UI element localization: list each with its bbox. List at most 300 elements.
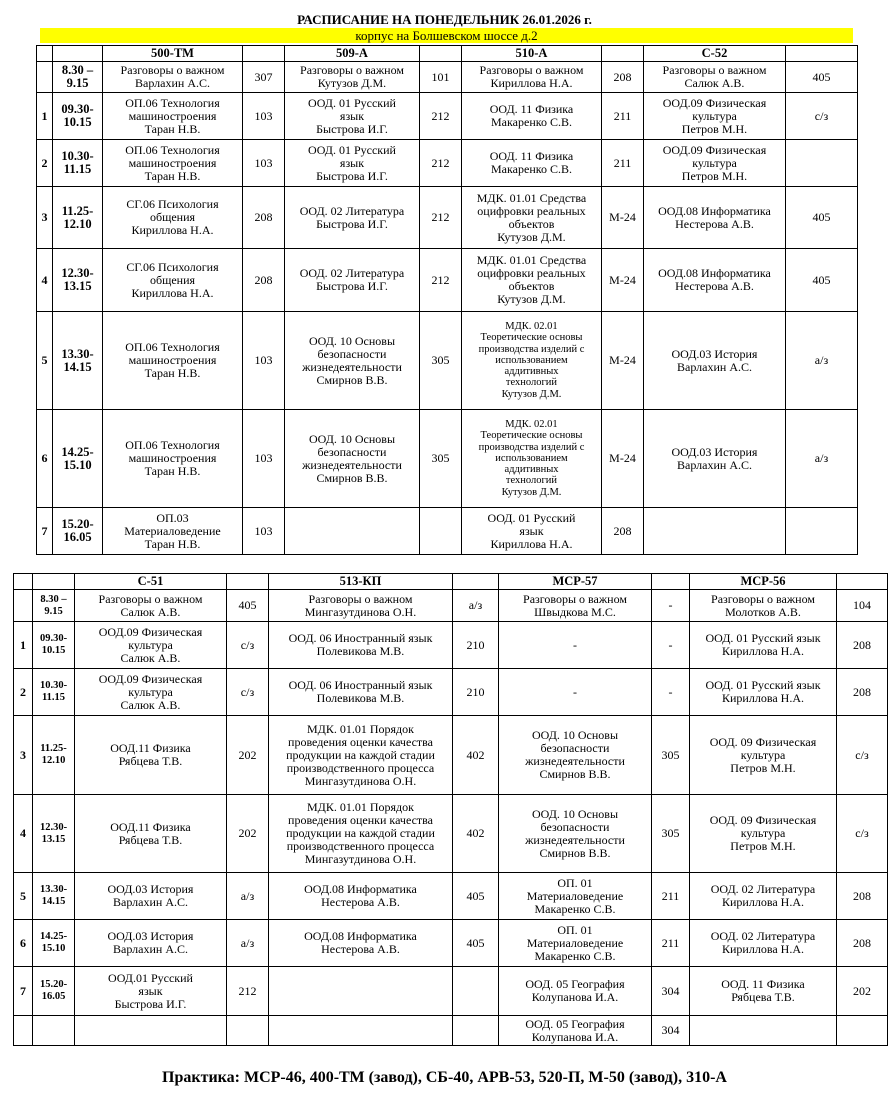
subject-line: Варлахин А.С. bbox=[677, 359, 752, 374]
subject-line: производственного процесса bbox=[286, 839, 435, 853]
subject-line: ООД. 05 География bbox=[525, 977, 625, 991]
subject-line: язык bbox=[339, 108, 365, 123]
subject-line: жизнедеятельности bbox=[525, 754, 625, 768]
subject-line: ООД.03 История bbox=[671, 444, 758, 459]
room-cell: 104 bbox=[837, 590, 888, 622]
subject-line: Колупанова И.А. bbox=[531, 1029, 619, 1044]
subject-line: язык bbox=[339, 155, 365, 170]
room-cell: М-24 bbox=[602, 410, 644, 508]
subject-cell bbox=[690, 669, 837, 716]
subject-cell bbox=[269, 669, 453, 716]
room-cell: 208 bbox=[243, 187, 285, 249]
room-cell bbox=[786, 140, 858, 187]
lesson-time bbox=[33, 669, 75, 716]
room-cell: 304 bbox=[652, 1016, 690, 1046]
subject-line: использованием bbox=[495, 354, 568, 366]
subject-line: культура bbox=[128, 684, 173, 699]
room-cell: 103 bbox=[243, 410, 285, 508]
room-cell: а/з bbox=[227, 920, 269, 967]
lesson-number bbox=[14, 590, 33, 622]
schedule-table-1 bbox=[36, 45, 858, 555]
subject-line: Рябцева Т.В. bbox=[118, 832, 183, 847]
time-line: 12.10 bbox=[41, 755, 66, 766]
time-line: 13.15 bbox=[63, 279, 92, 293]
subject-line: Кириллова Н.А. bbox=[490, 536, 573, 551]
room-cell: с/з bbox=[786, 93, 858, 140]
room-cell: 405 bbox=[453, 920, 499, 967]
subject-line: язык bbox=[519, 523, 544, 538]
subject-line: ООД. 01 Русский bbox=[308, 95, 396, 110]
subject-line: машиностроения bbox=[128, 155, 217, 170]
lesson-number: 1 bbox=[14, 622, 33, 669]
subject-line: МДК. 01.01 Средства bbox=[476, 190, 587, 205]
subject-line: Таран Н.В. bbox=[144, 536, 201, 551]
subject-line: ООД. 01 Русский язык bbox=[705, 678, 821, 692]
time-line: 12.30- bbox=[61, 266, 94, 280]
subject-cell bbox=[75, 920, 227, 967]
subject-line: СГ.06 Психология bbox=[126, 259, 219, 274]
header-blank bbox=[37, 46, 53, 62]
building-banner: корпус на Болшевском шоссе д.2 bbox=[40, 28, 853, 43]
subject-cell bbox=[269, 920, 453, 967]
subject-line: Варлахин А.С. bbox=[113, 895, 188, 909]
subject-line: Таран Н.В. bbox=[144, 464, 201, 478]
room-cell: 405 bbox=[453, 873, 499, 920]
subject-cell bbox=[499, 795, 652, 873]
time-line: 10.15 bbox=[63, 115, 92, 129]
subject-cell bbox=[285, 187, 420, 249]
lesson-row bbox=[37, 140, 858, 187]
subject-line: Разговоры о важном bbox=[98, 591, 203, 606]
lesson-row bbox=[37, 249, 858, 312]
subject-line: ООД. 11 Физика bbox=[721, 977, 805, 991]
room-cell: 304 bbox=[652, 967, 690, 1016]
lesson-row bbox=[14, 920, 888, 967]
subject-cell bbox=[690, 590, 837, 622]
subject-line: ООД.03 История bbox=[107, 929, 194, 943]
room-cell: 405 bbox=[227, 590, 269, 622]
lesson-row bbox=[37, 187, 858, 249]
page-title: РАСПИСАНИЕ НА ПОНЕДЕЛЬНИК 26.01.2026 г. bbox=[297, 12, 592, 27]
room-cell bbox=[227, 1016, 269, 1046]
subject-cell bbox=[462, 187, 602, 249]
subject-cell bbox=[75, 669, 227, 716]
subject-line: Петров М.Н. bbox=[681, 121, 748, 136]
lesson-row bbox=[37, 410, 858, 508]
room-cell: 212 bbox=[420, 93, 462, 140]
lesson-number: 2 bbox=[37, 140, 53, 187]
lesson-number: 4 bbox=[14, 795, 33, 873]
lesson-time bbox=[53, 410, 103, 508]
subject-line: Смирнов В.В. bbox=[316, 470, 388, 485]
subject-cell bbox=[285, 410, 420, 508]
lesson-time bbox=[33, 590, 75, 622]
subject-line: Кириллова Н.А. bbox=[722, 644, 804, 658]
subject-line: Нестерова А.В. bbox=[675, 279, 754, 293]
subject-cell bbox=[644, 312, 786, 410]
subject-line: жизнедеятельности bbox=[302, 359, 402, 374]
subject-line: Салюк А.В. bbox=[120, 697, 181, 712]
subject-line: использованием bbox=[495, 452, 568, 464]
subject-line: общения bbox=[149, 272, 196, 287]
room-cell: 211 bbox=[602, 93, 644, 140]
subject-line: Быстрова И.Г. bbox=[316, 216, 388, 231]
subject-line: Разговоры о важном bbox=[523, 591, 627, 606]
subject-cell bbox=[462, 140, 602, 187]
lesson-time bbox=[33, 873, 75, 920]
lesson-time bbox=[53, 508, 103, 555]
room-cell: - bbox=[652, 669, 690, 716]
subject-cell bbox=[690, 967, 837, 1016]
subject-line: МДК. 01.01 Порядок bbox=[307, 800, 414, 814]
time-line: 9.15 bbox=[66, 76, 89, 90]
time-line: 14.25- bbox=[39, 931, 68, 942]
lesson-row bbox=[14, 590, 888, 622]
subject-line: Кутузов Д.М. bbox=[497, 292, 566, 306]
subject-line: МДК. 01.01 Порядок bbox=[307, 721, 414, 736]
subject-cell bbox=[690, 1016, 837, 1046]
time-line: 11.15 bbox=[41, 692, 66, 703]
lesson-row bbox=[14, 622, 888, 669]
lesson-time bbox=[33, 716, 75, 795]
subject-cell bbox=[285, 312, 420, 410]
time-line: 16.05 bbox=[41, 991, 66, 1002]
subject-cell bbox=[690, 920, 837, 967]
subject-cell bbox=[499, 1016, 652, 1046]
subject-cell bbox=[644, 93, 786, 140]
subject-line: культура bbox=[692, 108, 737, 123]
subject-line: Быстрова И.Г. bbox=[316, 168, 388, 183]
subject-cell bbox=[644, 62, 786, 93]
group-header: МСР-57 bbox=[499, 574, 652, 590]
room-cell: 402 bbox=[453, 795, 499, 873]
subject-line: ООД.11 Физика bbox=[110, 741, 191, 755]
subject-cell bbox=[103, 410, 243, 508]
time-line: 14.15 bbox=[41, 896, 66, 907]
subject-line: Полевикова М.В. bbox=[316, 691, 405, 705]
practice-footer: Практика: МСР-46, 400-ТМ (завод), СБ-40, АРВ-53, 520-П, М-50 (завод), 310-А bbox=[162, 1069, 727, 1086]
subject-line: ООД.03 История bbox=[671, 346, 758, 361]
subject-line: безопасности bbox=[317, 444, 387, 459]
subject-line: Кириллова Н.А. bbox=[131, 285, 214, 300]
subject-line: ОП.06 Технология bbox=[125, 142, 220, 157]
subject-line: Материаловедение bbox=[526, 935, 624, 950]
subject-line: Петров М.Н. bbox=[730, 760, 796, 775]
subject-line: объектов bbox=[508, 216, 555, 231]
header-blank bbox=[33, 574, 75, 590]
room-cell: 208 bbox=[602, 508, 644, 555]
lesson-time bbox=[33, 622, 75, 669]
lesson-row bbox=[14, 669, 888, 716]
subject-cell bbox=[690, 873, 837, 920]
subject-line: МДК. 01.01 Средства bbox=[476, 253, 587, 267]
lesson-row bbox=[37, 508, 858, 555]
room-cell: 307 bbox=[243, 62, 285, 93]
room-cell bbox=[453, 967, 499, 1016]
subject-line: Салюк А.В. bbox=[120, 650, 181, 665]
subject-line: культура bbox=[128, 637, 173, 652]
subject-line: Разговоры о важном bbox=[120, 63, 225, 77]
subject-cell bbox=[499, 967, 652, 1016]
subject-line: Молотков А.В. bbox=[725, 604, 801, 619]
subject-line: Теоретические основы bbox=[480, 430, 583, 442]
subject-line: ОП. 01 bbox=[557, 875, 593, 890]
subject-line: производства изделий с bbox=[478, 441, 585, 453]
subject-line: ООД. 05 География bbox=[525, 1016, 625, 1031]
room-cell: 305 bbox=[420, 410, 462, 508]
time-line: 10.30- bbox=[61, 149, 94, 163]
subject-cell bbox=[75, 967, 227, 1016]
subject-cell bbox=[103, 249, 243, 312]
subject-cell bbox=[285, 62, 420, 93]
subject-line: ОП.06 Технология bbox=[125, 340, 220, 354]
lesson-time bbox=[53, 187, 103, 249]
subject-cell bbox=[75, 590, 227, 622]
subject-line: безопасности bbox=[317, 346, 387, 361]
subject-line: ООД.11 Физика bbox=[110, 819, 191, 834]
subject-cell bbox=[103, 187, 243, 249]
lesson-time bbox=[33, 920, 75, 967]
time-line: 11.25- bbox=[40, 743, 67, 754]
room-cell: 202 bbox=[227, 795, 269, 873]
lesson-row bbox=[37, 93, 858, 140]
subject-line: Кириллова Н.А. bbox=[722, 895, 804, 909]
group-header: 500-ТМ bbox=[103, 46, 243, 62]
room-cell: 402 bbox=[453, 716, 499, 795]
room-cell: с/з bbox=[837, 795, 888, 873]
group-header: С-52 bbox=[644, 46, 786, 62]
time-line: 11.25- bbox=[61, 203, 94, 218]
room-cell: 405 bbox=[786, 62, 858, 93]
subject-line: Мингазутдинова О.Н. bbox=[304, 604, 417, 619]
subject-line: ООД. 02 Литература bbox=[299, 203, 405, 218]
lesson-row bbox=[14, 716, 888, 795]
subject-line: ООД.09 Физическая bbox=[662, 142, 767, 157]
subject-line: Смирнов В.В. bbox=[539, 767, 611, 781]
subject-line: ООД. 11 Физика bbox=[489, 149, 574, 163]
subject-line: Кутузов Д.М. bbox=[317, 76, 387, 90]
subject-line: оцифровки реальных bbox=[477, 203, 586, 218]
subject-line: общения bbox=[149, 210, 196, 224]
subject-cell bbox=[462, 410, 602, 508]
lesson-number: 7 bbox=[14, 967, 33, 1016]
subject-cell bbox=[269, 622, 453, 669]
room-cell: - bbox=[652, 622, 690, 669]
room-cell bbox=[420, 508, 462, 555]
room-cell: 208 bbox=[837, 873, 888, 920]
subject-line: машиностроения bbox=[128, 353, 217, 367]
time-line: 09.30- bbox=[61, 102, 94, 116]
subject-line: ОП.06 Технология bbox=[125, 438, 220, 452]
lesson-number: 3 bbox=[37, 187, 53, 249]
subject-line: ООД.09 Физическая bbox=[662, 95, 767, 110]
subject-line: Разговоры о важном bbox=[300, 63, 404, 77]
subject-line: жизнедеятельности bbox=[302, 457, 402, 472]
subject-line: Салюк А.В. bbox=[120, 604, 181, 619]
lesson-row bbox=[14, 967, 888, 1016]
time-line: 10.15 bbox=[41, 645, 66, 656]
subject-line: производственного процесса bbox=[286, 760, 435, 775]
subject-cell bbox=[75, 1016, 227, 1046]
subject-cell bbox=[103, 93, 243, 140]
subject-line: ООД.09 Физическая bbox=[98, 671, 203, 686]
room-cell: а/з bbox=[227, 873, 269, 920]
subject-line: МДК. 02.01 bbox=[505, 321, 558, 333]
subject-line: Кутузов Д.М. bbox=[497, 229, 566, 244]
subject-cell bbox=[103, 508, 243, 555]
subject-line: ООД.08 Информатика bbox=[658, 203, 771, 218]
room-cell: 208 bbox=[602, 62, 644, 93]
header-blank bbox=[227, 574, 269, 590]
subject-cell bbox=[499, 622, 652, 669]
subject-line: ООД.01 Русский bbox=[108, 970, 193, 985]
subject-cell bbox=[690, 716, 837, 795]
subject-line: объектов bbox=[508, 279, 555, 293]
room-cell: а/з bbox=[786, 410, 858, 508]
subject-cell bbox=[462, 93, 602, 140]
subject-line: Рябцева Т.В. bbox=[118, 754, 183, 768]
subject-cell bbox=[103, 140, 243, 187]
room-cell: М-24 bbox=[602, 312, 644, 410]
room-cell: 202 bbox=[227, 716, 269, 795]
room-cell: с/з bbox=[837, 716, 888, 795]
subject-cell bbox=[269, 967, 453, 1016]
time-line: 13.30- bbox=[61, 346, 94, 361]
subject-line: Мингазутдинова О.Н. bbox=[304, 773, 417, 788]
subject-line: Колупанова И.А. bbox=[531, 990, 619, 1004]
subject-line: жизнедеятельности bbox=[525, 832, 625, 847]
lesson-time bbox=[53, 62, 103, 93]
subject-line: ООД. 10 Основы bbox=[531, 806, 619, 821]
subject-cell bbox=[462, 62, 602, 93]
room-cell: 211 bbox=[652, 920, 690, 967]
subject-line: ООД.09 Физическая bbox=[98, 624, 203, 639]
subject-line: Быстрова И.Г. bbox=[114, 996, 187, 1011]
time-line: 12.10 bbox=[63, 216, 92, 231]
subject-line: технологий bbox=[505, 377, 558, 389]
header-blank bbox=[786, 46, 858, 62]
subject-cell bbox=[285, 249, 420, 312]
room-cell: 103 bbox=[243, 140, 285, 187]
subject-line: Смирнов В.В. bbox=[539, 845, 611, 860]
time-line: 14.25- bbox=[61, 444, 94, 459]
lesson-time bbox=[53, 93, 103, 140]
subject-line: Макаренко С.В. bbox=[491, 115, 572, 129]
lesson-time bbox=[53, 249, 103, 312]
room-cell: 405 bbox=[786, 187, 858, 249]
room-cell: 210 bbox=[453, 622, 499, 669]
room-cell: 202 bbox=[837, 967, 888, 1016]
subject-cell bbox=[269, 873, 453, 920]
subject-line: Кутузов Д.М. bbox=[501, 486, 562, 498]
lesson-number: 3 bbox=[14, 716, 33, 795]
group-header: 513-КП bbox=[269, 574, 453, 590]
room-cell: М-24 bbox=[602, 187, 644, 249]
subject-line: ООД. 06 Иностранный язык bbox=[288, 678, 433, 692]
subject-line: культура bbox=[692, 155, 737, 170]
time-line: 9.15 bbox=[44, 605, 63, 617]
subject-cell bbox=[285, 140, 420, 187]
subject-line: Нестерова А.В. bbox=[675, 216, 754, 231]
subject-cell bbox=[690, 622, 837, 669]
header-blank bbox=[837, 574, 888, 590]
subject-line: ООД. 10 Основы bbox=[531, 728, 619, 742]
subject-line: Кутузов Д.М. bbox=[501, 388, 562, 400]
group-header: 510-А bbox=[462, 46, 602, 62]
subject-line: СГ.06 Психология bbox=[126, 197, 219, 211]
subject-line: Макаренко С.В. bbox=[491, 162, 572, 176]
subject-cell bbox=[462, 249, 602, 312]
subject-line: ООД. 02 Литература bbox=[299, 266, 405, 280]
header-blank bbox=[53, 46, 103, 62]
room-cell: а/з bbox=[453, 590, 499, 622]
subject-line: технологий bbox=[505, 475, 558, 487]
subject-cell bbox=[269, 1016, 453, 1046]
subject-line: ООД.08 Информатика bbox=[304, 929, 417, 943]
subject-cell bbox=[75, 716, 227, 795]
lesson-number: 5 bbox=[37, 312, 53, 410]
room-cell: 208 bbox=[243, 249, 285, 312]
room-cell: 210 bbox=[453, 669, 499, 716]
subject-line: ООД. 01 Русский bbox=[308, 142, 396, 157]
subject-line: проведения оценки качества bbox=[288, 734, 433, 749]
subject-line: ООД. 09 Физическая bbox=[709, 734, 817, 749]
subject-line: машиностроения bbox=[128, 451, 217, 465]
time-line: 14.15 bbox=[63, 359, 92, 374]
time-line: 12.30- bbox=[39, 821, 68, 833]
room-cell: 212 bbox=[420, 187, 462, 249]
subject-line: Нестерова А.В. bbox=[321, 942, 400, 956]
subject-cell bbox=[644, 249, 786, 312]
subject-line: Рябцева Т.В. bbox=[731, 990, 795, 1004]
subject-line: Кириллова Н.А. bbox=[490, 76, 573, 90]
room-cell: 305 bbox=[652, 716, 690, 795]
group-header: 509-А bbox=[285, 46, 420, 62]
subject-line: Таран Н.В. bbox=[144, 366, 201, 380]
subject-line: Петров М.Н. bbox=[730, 839, 796, 853]
subject-cell bbox=[462, 312, 602, 410]
subject-line: Швыдкова М.С. bbox=[534, 604, 616, 619]
room-cell: с/з bbox=[227, 622, 269, 669]
time-line: 8.30 – bbox=[61, 63, 94, 77]
lesson-time bbox=[33, 1016, 75, 1046]
lesson-number bbox=[37, 62, 53, 93]
subject-cell bbox=[499, 590, 652, 622]
subject-line: производства изделий с bbox=[478, 343, 585, 355]
lesson-time bbox=[53, 140, 103, 187]
subject-line: Материаловедение bbox=[124, 523, 221, 538]
group-header-row bbox=[37, 46, 858, 62]
group-header-row bbox=[14, 574, 888, 590]
subject-line: - bbox=[573, 637, 577, 652]
room-cell: а/з bbox=[786, 312, 858, 410]
subject-cell bbox=[499, 873, 652, 920]
header-blank bbox=[602, 46, 644, 62]
subject-line: Быстрова И.Г. bbox=[316, 121, 388, 136]
room-cell: 208 bbox=[837, 669, 888, 716]
subject-line: Быстрова И.Г. bbox=[316, 279, 388, 293]
subject-line: безопасности bbox=[540, 741, 610, 755]
subject-line: проведения оценки качества bbox=[288, 813, 433, 827]
subject-line: ООД.08 Информатика bbox=[658, 266, 771, 280]
time-line: 16.05 bbox=[63, 530, 92, 544]
subject-cell bbox=[269, 795, 453, 873]
subject-line: Теоретические основы bbox=[480, 332, 583, 344]
schedule-table-2 bbox=[13, 573, 888, 1046]
subject-line: Салюк А.В. bbox=[684, 76, 745, 90]
time-line: 15.10 bbox=[63, 457, 92, 472]
room-cell: 208 bbox=[837, 622, 888, 669]
